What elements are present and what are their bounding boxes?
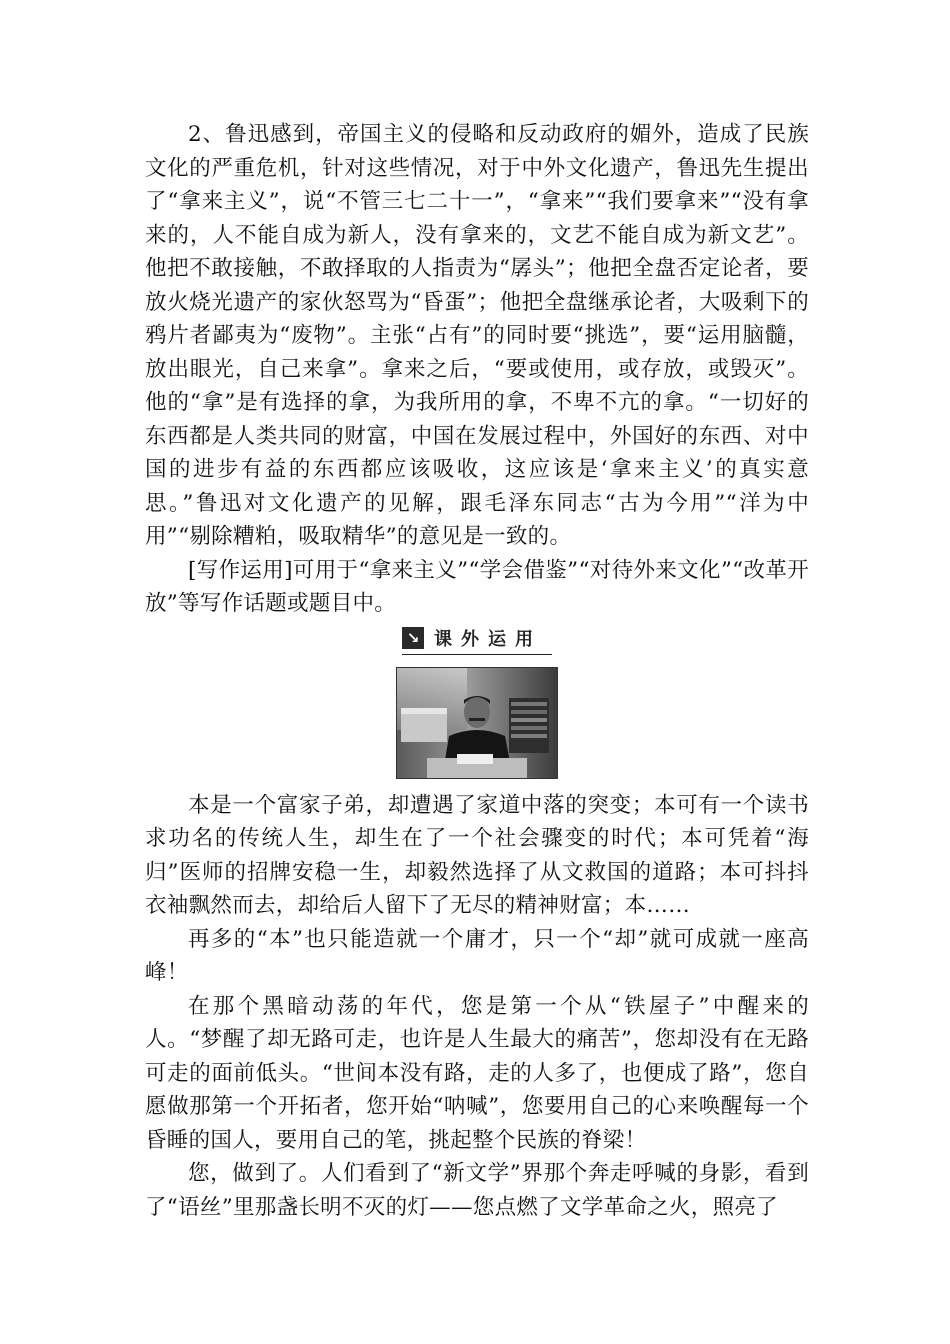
paragraph-writing-usage: [写作运用]可用于“拿来主义”“学会借鉴”“对待外来文化”“改革开放”等写作话题或题目中。 xyxy=(145,557,809,616)
document-page xyxy=(145,118,809,1224)
paragraph-zuodao-le: 您，做到了。人们看到了“新文学”界那个奔走呼喊的身影，看到了“语丝”里那盏长明不灭的灯——您点燃了文学革命之火，照亮了 xyxy=(145,1161,809,1220)
paragraph-gaofeng: 再多的“本”也只能造就一个庸才，只一个“却”就可成就一座高峰！ xyxy=(145,926,809,985)
lu-xun-portrait-photo xyxy=(396,667,558,779)
paragraph-ben-que: 本是一个富家子弟，却遭遇了家道中落的突变；本可有一个读书求功名的传统人生，却生在了一个社会骤变的时代；本可凭着“海归”医师的招牌安稳一生，却毅然选择了从文救国的道路；本可抖抖衣袖飘然而去，却给后人留下了无尽的精神财富；本…… xyxy=(145,792,809,918)
section-header xyxy=(145,623,809,655)
photo-container xyxy=(145,667,809,779)
section-header-label: 课外运用 xyxy=(434,628,542,650)
arrow-down-right-icon: ↘ xyxy=(402,627,424,649)
paragraph-lu-xun-nalai: 2、鲁迅感到，帝国主义的侵略和反动政府的媚外，造成了民族文化的严重危机，针对这些情况，对于中外文化遗产，鲁迅先生提出了“拿来主义”，说“不管三七二十一”，“拿来”“我们要拿来”“没有拿来的，人不能自成为新人，没有拿来的，文艺不能自成为新文艺”。他把不敢接触，不敢择取的人指责为“孱头”；他把全盘否定论者，要放火烧光遗产的家伙怒骂为“昏蛋”；他把全盘继承论者，大吸剩下的鸦片者鄙夷为“废物”。主张“占有”的同时要“挑选”，要“运用脑髓，放出眼光，自己来拿”。拿来之后，“要或使用，或存放，或毁灭”。他的“拿”是有选择的拿，为我所用的拿，不卑不亢的拿。“一切好的东西都是人类共同的财富，中国在发展过程中，外国好的东西、对中国的进步有益的东西都应该吸收，这应该是‘拿来主义’的真实意思。”鲁迅对文化遗产的见解，跟毛泽东同志“古为今用”“洋为中用”“剔除糟粕，吸取精华”的意见是一致的。 xyxy=(145,122,809,549)
section-header-box xyxy=(402,623,552,655)
paragraph-tie-wuzi: 在那个黑暗动荡的年代，您是第一个从“铁屋子”中醒来的人。“梦醒了却无路可走，也许是人生最大的痛苦”，您却没有在无路可走的面前低头。“世间本没有路，走的人多了，也便成了路”，您自愿做那第一个开拓者，您开始“呐喊”，您要用自己的心来唤醒每一个昏睡的国人，要用自己的笔，挑起整个民族的脊梁！ xyxy=(145,993,809,1153)
